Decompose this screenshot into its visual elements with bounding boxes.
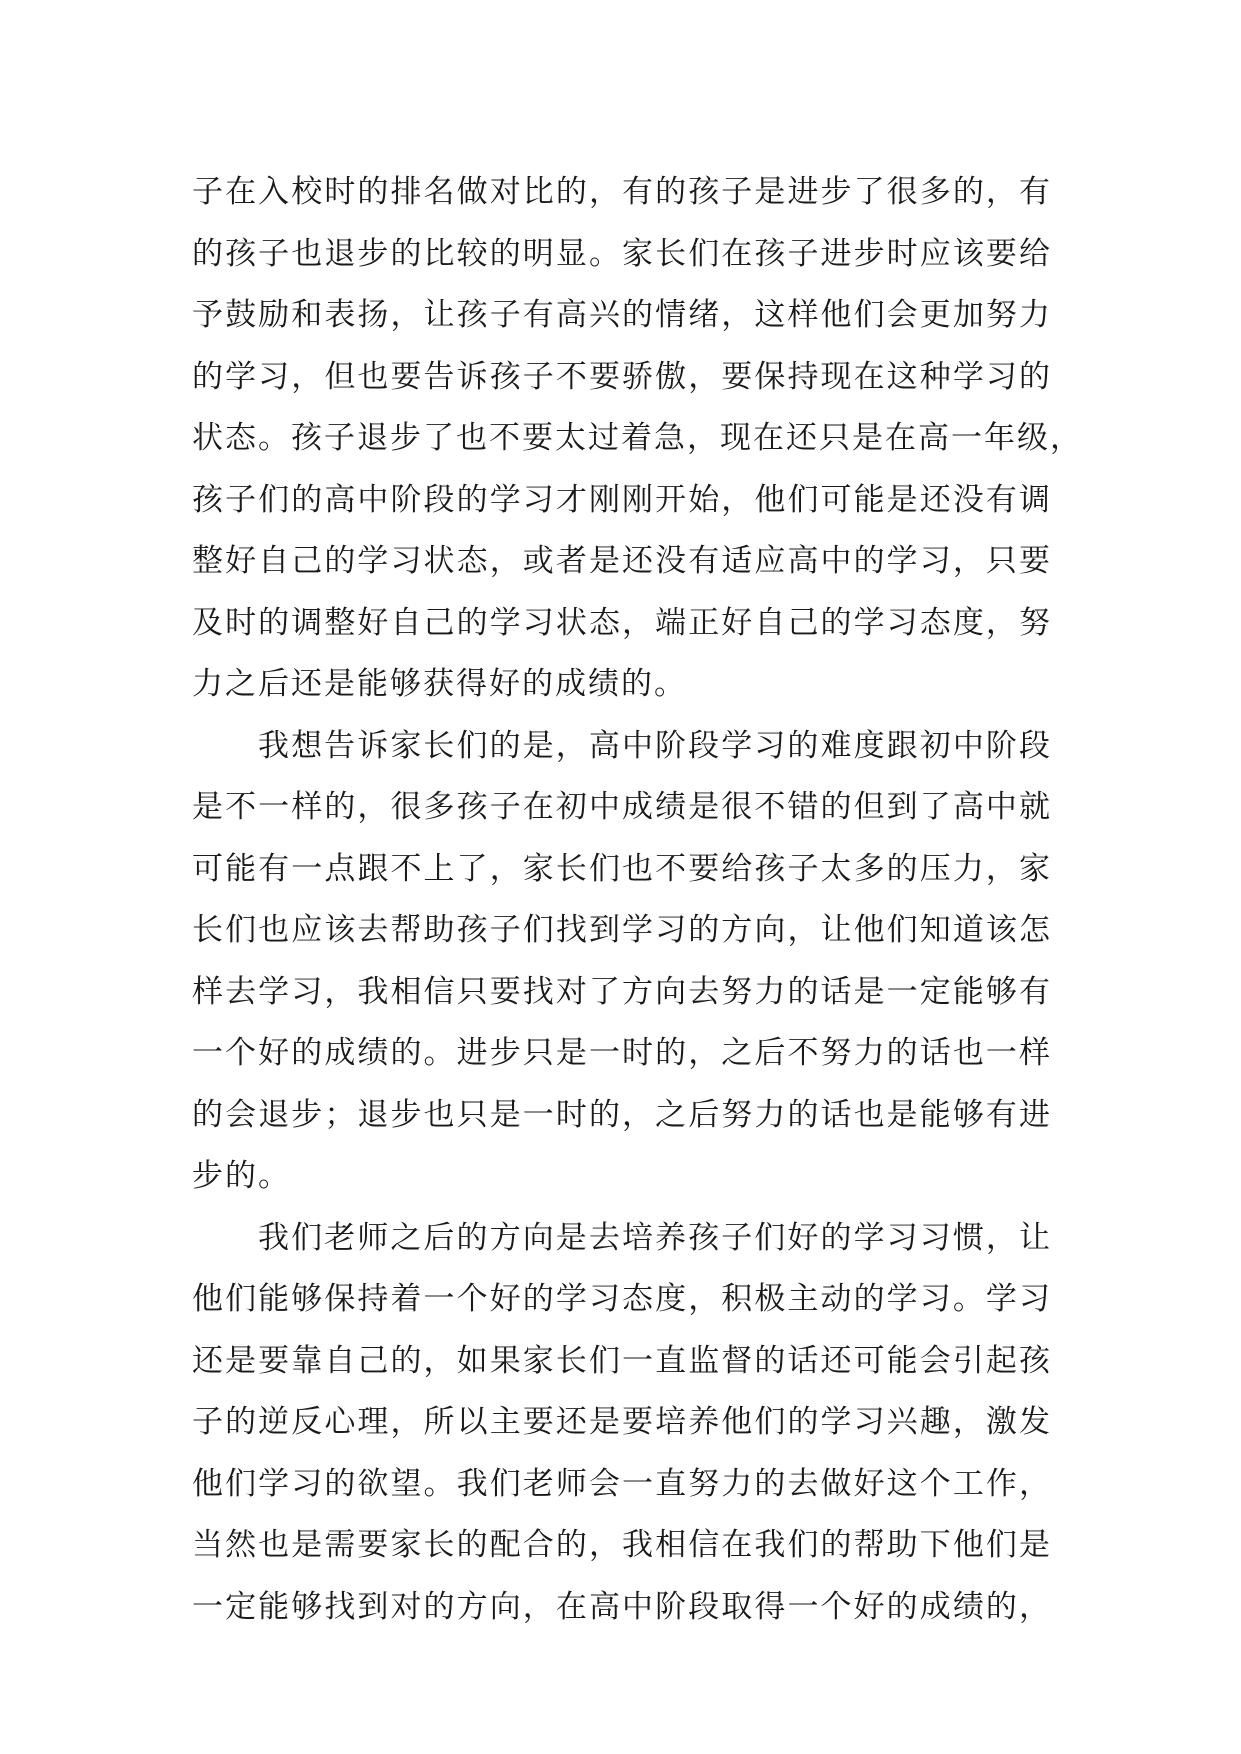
text-line: 他们学习的欲望。我们老师会一直努力的去做好这个工作， <box>192 1465 1052 1502</box>
text-line: 我们老师之后的方向是去培养孩子们好的学习习惯，让 <box>258 1219 1052 1256</box>
text-line: 的学习，但也要告诉孩子不要骄傲，要保持现在这种学习的 <box>192 358 1052 395</box>
text-line: 的孩子也退步的比较的明显。家长们在孩子进步时应该要给 <box>192 235 1052 272</box>
text-line: 子的逆反心理，所以主要还是要培养他们的学习兴趣，激发 <box>192 1404 1052 1440</box>
text-line: 一定能够找到对的方向，在高中阶段取得一个好的成绩的， <box>192 1588 1052 1625</box>
text-line: 步的。 <box>192 1158 291 1194</box>
text-line: 一个好的成绩的。进步只是一时的，之后不努力的话也一样 <box>192 1035 1052 1071</box>
text-line: 的会退步；退步也只是一时的，之后努力的话也是能够有进 <box>192 1096 1052 1133</box>
text-line: 我想告诉家长们的是，高中阶段学习的难度跟初中阶段 <box>258 727 1052 764</box>
text-line: 样去学习，我相信只要找对了方向去努力的话是一定能够有 <box>192 973 1052 1010</box>
text-line: 长们也应该去帮助孩子们找到学习的方向，让他们知道该怎 <box>192 912 1052 948</box>
text-line: 力之后还是能够获得好的成绩的。 <box>192 666 687 702</box>
paragraph-3 <box>192 1208 1052 1639</box>
body-text <box>192 162 1083 1638</box>
text-line: 及时的调整好自己的学习状态，端正好自己的学习态度，努 <box>192 604 1052 641</box>
text-line: 当然也是需要家长的配合的，我相信在我们的帮助下他们是 <box>192 1527 1052 1563</box>
text-line: 孩子们的高中阶段的学习才刚刚开始，他们可能是还没有调 <box>192 481 1052 518</box>
text-line: 整好自己的学习状态，或者是还没有适应高中的学习，只要 <box>192 543 1052 579</box>
paragraph-1 <box>192 162 1083 716</box>
text-line: 子在入校时的排名做对比的，有的孩子是进步了很多的，有 <box>192 174 1052 210</box>
text-line: 可能有一点跟不上了，家长们也不要给孩子太多的压力，家 <box>192 850 1052 887</box>
text-line: 他们能够保持着一个好的学习态度，积极主动的学习。学习 <box>192 1281 1052 1317</box>
text-line: 还是要靠自己的，如果家长们一直监督的话还可能会引起孩 <box>192 1342 1052 1379</box>
text-line: 予鼓励和表扬，让孩子有高兴的情绪，这样他们会更加努力 <box>192 297 1052 333</box>
text-line: 状态。孩子退步了也不要太过着急，现在还只是在高一年级， <box>192 420 1083 456</box>
text-line: 是不一样的，很多孩子在初中成绩是很不错的但到了高中就 <box>192 789 1052 825</box>
paragraph-2 <box>192 716 1052 1208</box>
